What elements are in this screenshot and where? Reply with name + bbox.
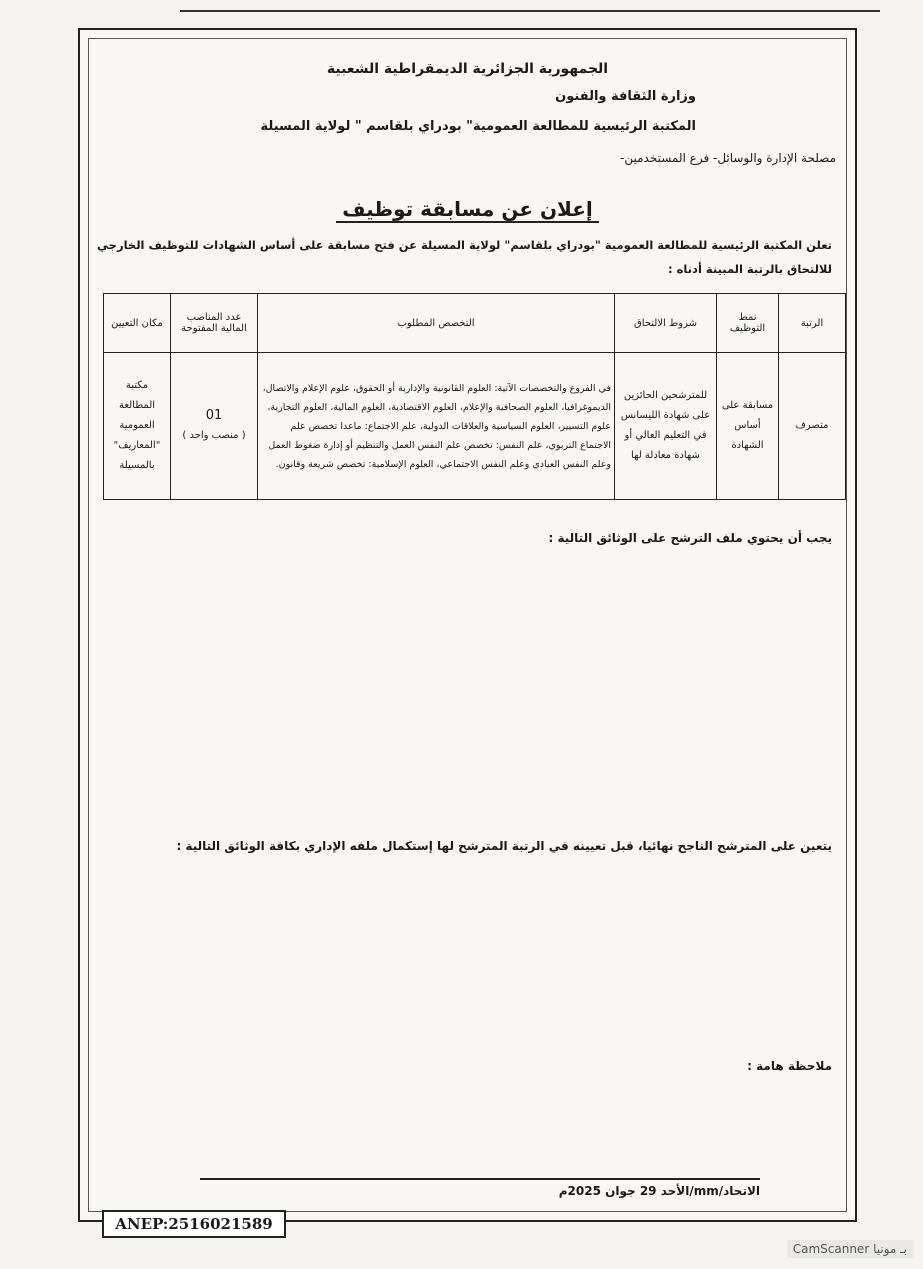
footer-date: الاتحاد/mm/الأحد 29 جوان 2025م: [200, 1178, 760, 1198]
ministry-header: وزارة الثقافة والفنون: [555, 89, 696, 104]
department-header: مصلحة الإدارة والوسائل- فرع المستخدمين-: [620, 151, 836, 165]
cell-rank: متصرف: [779, 353, 846, 500]
announcement-title: [89, 197, 846, 221]
header-spec: التخصص المطلوب: [258, 294, 615, 353]
header-mode: نمط التوظيف: [717, 294, 779, 353]
cell-spec: في الفروع والتخصصات الآتية: العلوم القانونية والإدارية أو الحقوق، علوم الإعلام والاتصال، الديموغرافيا، العلوم الصحافية والإعلام، العلوم الاقتصادية، العلوم المالية، العلوم التجارية، علوم التسيير، العلوم السياسية والعلاقات الدولية، علم الاجتماع: ماعدا تخصص علم الاجتماع التربوي، علم النفس: تخصص علم النفس العمل والتنظيم أو إدارة ضغوط العمل وعلم النفس العيادي وعلم النفس الاجتماعي، العلوم الإسلامية: تخصص شريعة وقانون.: [258, 353, 615, 500]
header-posts: عدد المناصب المالية المفتوحة: [171, 294, 258, 353]
anep-reference: ANEP:2516021589: [102, 1210, 286, 1238]
announcement-title-text: إعلان عن مسابقة توظيف: [336, 197, 598, 223]
document-frame: [78, 28, 857, 1222]
library-header: المكتبة الرئيسية للمطالعة العمومية" بودراي بلقاسم " لولاية المسيلة: [260, 119, 696, 134]
docs-title: يجب أن يحتوي ملف الترشح على الوثائق التالية :: [548, 531, 832, 545]
header-conditions: شروط الالتحاق: [615, 294, 717, 353]
note-title: ملاحظة هامة :: [747, 1059, 832, 1073]
cell-conditions: للمترشحين الحائزين على شهادة الليسانس في التعليم العالي أو شهادة معادلة لها: [615, 353, 717, 500]
republic-header: الجمهورية الجزائرية الديمقراطية الشعبية: [326, 61, 609, 77]
document-inner-border: [88, 38, 847, 1212]
final-docs-title: يتعين على المترشح الناجح نهائيا، قبل تعيينه في الرتبة المترشح لها إستكمال ملفه الإداري بكافة الوثائق التالية :: [176, 839, 832, 853]
cell-posts: [171, 353, 258, 500]
posts-note: ( منصب واحد ): [182, 430, 246, 441]
table-row: [104, 353, 846, 500]
table-header-row: [104, 294, 846, 353]
cell-mode: مسابقة على أساس الشهادة: [717, 353, 779, 500]
intro-paragraph: تعلن المكتبة الرئيسية للمطالعة العمومية "بودراي بلقاسم" لولاية المسيلة عن فتح مسابقة على أساس الشهادات للتوظيف الخارجي للالتحاق بالرتبة المبينة أدناه :: [97, 238, 832, 276]
header-rank: الرتبة: [779, 294, 846, 353]
top-strip: [180, 0, 880, 12]
scanner-watermark: CamScanner بـ مونيا: [787, 1240, 913, 1258]
posts-count: 01: [205, 408, 223, 423]
header-place: مكان التعيين: [104, 294, 171, 353]
positions-table: [103, 293, 846, 500]
cell-place: مكتبة المطالعة العمومية "المعاريف" بالمسيلة: [104, 353, 171, 500]
